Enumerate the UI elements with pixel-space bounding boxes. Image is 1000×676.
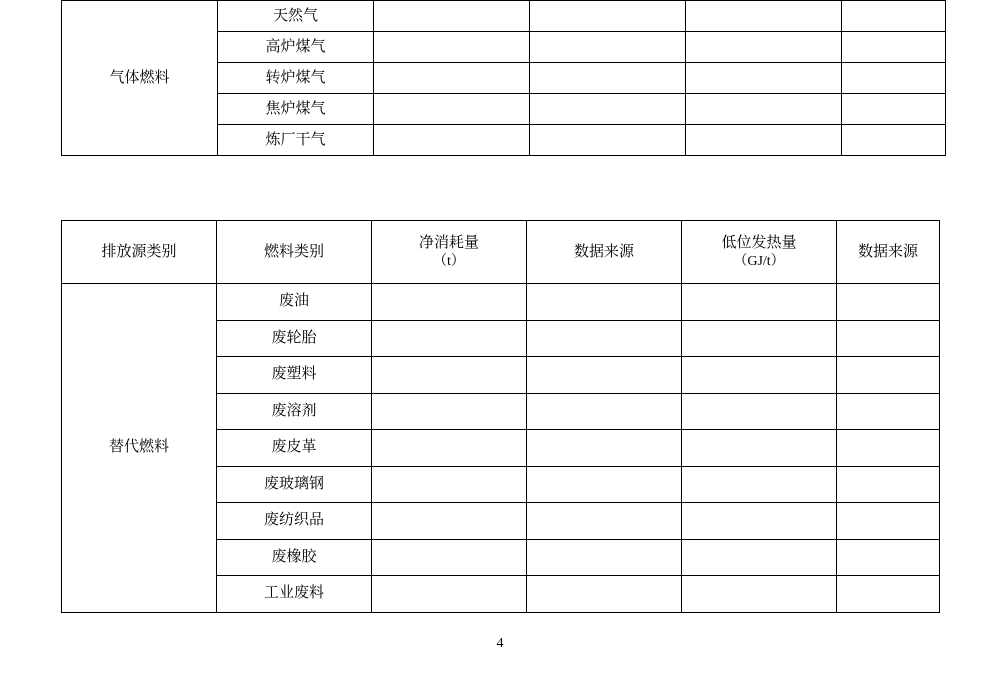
gas-fuel-name-cell: 转炉煤气 bbox=[218, 63, 374, 94]
alt-source-cell[interactable] bbox=[527, 576, 682, 613]
gas-source-cell[interactable] bbox=[530, 1, 686, 32]
gas-heat-source-cell[interactable] bbox=[842, 1, 946, 32]
alt-category-cell: 替代燃料 bbox=[62, 284, 217, 613]
gas-value-cell[interactable] bbox=[374, 32, 530, 63]
alt-heat-cell[interactable] bbox=[682, 503, 837, 540]
alt-consumption-cell[interactable] bbox=[372, 503, 527, 540]
alt-consumption-cell[interactable] bbox=[372, 284, 527, 321]
alt-heat-source-cell[interactable] bbox=[837, 357, 940, 394]
gas-category-cell: 气体燃料 bbox=[62, 1, 218, 156]
alt-consumption-cell[interactable] bbox=[372, 393, 527, 430]
alt-fuel-name-cell: 废轮胎 bbox=[217, 320, 372, 357]
alt-source-cell[interactable] bbox=[527, 393, 682, 430]
alt-heat-source-cell[interactable] bbox=[837, 430, 940, 467]
gas-fuel-name-cell: 天然气 bbox=[218, 1, 374, 32]
alt-source-cell[interactable] bbox=[527, 466, 682, 503]
alt-heat-cell[interactable] bbox=[682, 284, 837, 321]
header-data-source-1: 数据来源 bbox=[527, 221, 682, 284]
alt-fuel-name-cell: 废橡胶 bbox=[217, 539, 372, 576]
gas-fuel-table bbox=[61, 0, 946, 156]
table-row bbox=[62, 284, 940, 321]
gas-heat-cell[interactable] bbox=[686, 63, 842, 94]
alt-fuel-name-cell: 废塑料 bbox=[217, 357, 372, 394]
alt-fuel-name-cell: 废皮革 bbox=[217, 430, 372, 467]
gas-heat-cell[interactable] bbox=[686, 94, 842, 125]
alt-heat-cell[interactable] bbox=[682, 430, 837, 467]
alt-source-cell[interactable] bbox=[527, 320, 682, 357]
alt-source-cell[interactable] bbox=[527, 284, 682, 321]
alt-heat-cell[interactable] bbox=[682, 320, 837, 357]
gas-heat-source-cell[interactable] bbox=[842, 125, 946, 156]
gas-value-cell[interactable] bbox=[374, 1, 530, 32]
alt-heat-source-cell[interactable] bbox=[837, 393, 940, 430]
header-low-heating-value: 低位发热量 （GJ/t） bbox=[682, 221, 837, 284]
alt-heat-cell[interactable] bbox=[682, 393, 837, 430]
alt-consumption-cell[interactable] bbox=[372, 539, 527, 576]
alt-source-cell[interactable] bbox=[527, 503, 682, 540]
gas-fuel-name-cell: 焦炉煤气 bbox=[218, 94, 374, 125]
alt-heat-source-cell[interactable] bbox=[837, 320, 940, 357]
alt-heat-cell[interactable] bbox=[682, 466, 837, 503]
alt-heat-source-cell[interactable] bbox=[837, 284, 940, 321]
gas-heat-source-cell[interactable] bbox=[842, 94, 946, 125]
gas-fuel-name-cell: 高炉煤气 bbox=[218, 32, 374, 63]
gas-source-cell[interactable] bbox=[530, 94, 686, 125]
alt-consumption-cell[interactable] bbox=[372, 357, 527, 394]
alt-heat-cell[interactable] bbox=[682, 576, 837, 613]
alt-fuel-name-cell: 废纺织品 bbox=[217, 503, 372, 540]
alt-fuel-name-cell: 废溶剂 bbox=[217, 393, 372, 430]
alt-fuel-name-cell: 废玻璃钢 bbox=[217, 466, 372, 503]
alt-fuel-name-cell: 废油 bbox=[217, 284, 372, 321]
alt-heat-cell[interactable] bbox=[682, 357, 837, 394]
gas-heat-cell[interactable] bbox=[686, 125, 842, 156]
alt-heat-source-cell[interactable] bbox=[837, 466, 940, 503]
alt-source-cell[interactable] bbox=[527, 357, 682, 394]
alt-consumption-cell[interactable] bbox=[372, 576, 527, 613]
page-number: 4 bbox=[496, 636, 504, 651]
alt-heat-source-cell[interactable] bbox=[837, 503, 940, 540]
gas-heat-source-cell[interactable] bbox=[842, 63, 946, 94]
alternative-fuel-table bbox=[61, 220, 940, 613]
gas-value-cell[interactable] bbox=[374, 63, 530, 94]
header-fuel-category: 燃料类别 bbox=[217, 221, 372, 284]
alt-source-cell[interactable] bbox=[527, 539, 682, 576]
alt-heat-source-cell[interactable] bbox=[837, 576, 940, 613]
gas-heat-source-cell[interactable] bbox=[842, 32, 946, 63]
alt-source-cell[interactable] bbox=[527, 430, 682, 467]
gas-source-cell[interactable] bbox=[530, 125, 686, 156]
alt-consumption-cell[interactable] bbox=[372, 430, 527, 467]
alt-consumption-cell[interactable] bbox=[372, 466, 527, 503]
alt-fuel-name-cell: 工业废料 bbox=[217, 576, 372, 613]
gas-value-cell[interactable] bbox=[374, 125, 530, 156]
header-emission-source-category: 排放源类别 bbox=[62, 221, 217, 284]
gas-value-cell[interactable] bbox=[374, 94, 530, 125]
gas-source-cell[interactable] bbox=[530, 63, 686, 94]
table-row bbox=[62, 1, 946, 32]
alt-heat-cell[interactable] bbox=[682, 539, 837, 576]
header-data-source-2: 数据来源 bbox=[837, 221, 940, 284]
table-header-row bbox=[62, 221, 940, 284]
alt-consumption-cell[interactable] bbox=[372, 320, 527, 357]
header-net-consumption: 净消耗量 （t） bbox=[372, 221, 527, 284]
gas-heat-cell[interactable] bbox=[686, 32, 842, 63]
alt-heat-source-cell[interactable] bbox=[837, 539, 940, 576]
gas-source-cell[interactable] bbox=[530, 32, 686, 63]
gas-heat-cell[interactable] bbox=[686, 1, 842, 32]
gas-fuel-name-cell: 炼厂干气 bbox=[218, 125, 374, 156]
